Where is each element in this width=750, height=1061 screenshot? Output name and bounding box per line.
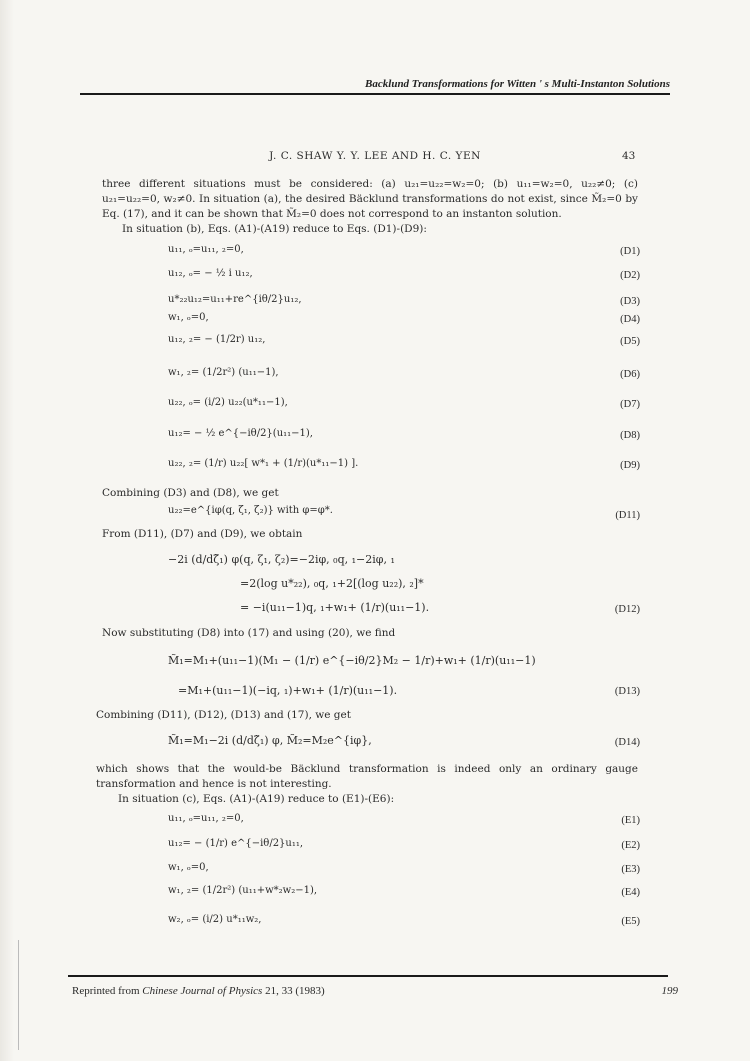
footer-prefix: Reprinted from — [72, 985, 143, 997]
d-equation: w₁, ₒ=0, — [168, 312, 209, 323]
intro-paragraph: three different situations must be considered: (a) u₂₁=u₂₂=w₂=0; (b) u₁₁=w₂=0, u₂₂≠0; (c) u₂₁=u₂₂=0, w₂≠0. In situation (a), the desired Bäcklund transformations do not exist, since M̃₂=0 by Eq. (17), and it can be shown that M̃₂=0 does not correspond to an instanton solution. — [102, 178, 638, 220]
e-equation: w₂, ₒ= (i/2) u*₁₁w₂, — [168, 914, 262, 925]
gauge-paragraph: which shows that the would-be Bäcklund transformation is indeed only an ordinary gauge transformation and hence is not interesting. — [96, 763, 638, 790]
d-equation: u₁₂, ₂= − (1/2r) u₁₂, — [168, 334, 266, 345]
substituting-text: Now substituting (D8) into (17) and using (20), we find — [102, 627, 396, 639]
equation-d13-line-1: M̃₁=M₁+(u₁₁−1)(M₁ − (1/r) e^{−iθ/2}M₂ − 1/r)+w₁+ (1/r)(u₁₁−1) — [168, 654, 536, 667]
equation-d11-number: (D11) — [615, 510, 640, 521]
d-equation: u₁₂= − ½ e^{−iθ/2}(u₁₁−1), — [168, 428, 313, 439]
d-equation-number: (D2) — [620, 270, 640, 281]
d-equation-number: (D4) — [620, 314, 640, 325]
footer-citation — [72, 985, 325, 997]
e-equation-number: (E1) — [621, 815, 640, 826]
e-equation: u₁₂= − (1/r) e^{−iθ/2}u₁₁, — [168, 838, 304, 849]
e-equation-number: (E4) — [621, 887, 640, 898]
d-equation: u₁₂, ₒ= − ½ i u₁₂, — [168, 268, 253, 279]
equation-d14-number: (D14) — [614, 737, 640, 748]
e-equation: u₁₁, ₒ=u₁₁, ₂=0, — [168, 813, 244, 824]
e-equation-number: (E2) — [621, 840, 640, 851]
equation-d13-number: (D13) — [614, 686, 640, 697]
d-equation: u₂₂, ₂= (1/r) u₂₂[ w*₁ + (1/r)(u*₁₁−1) ]. — [168, 458, 359, 469]
equation-d14: M̃₁=M₁−2i (d/dζ̃₁) φ, M̃₂=M₂e^{iφ}, — [168, 734, 372, 747]
e-equation-number: (E3) — [621, 864, 640, 875]
d-equation-number: (D6) — [620, 369, 640, 380]
equation-d13-line-2: =M₁+(u₁₁−1)(−iq, ₁)+w₁+ (1/r)(u₁₁−1). — [178, 684, 398, 697]
e-equation: w₁, ₒ=0, — [168, 862, 209, 873]
scan-artifact — [18, 940, 19, 1050]
e-equation: w₁, ₂= (1/2r²) (u₁₁+w*₂w₂−1), — [168, 885, 318, 896]
d-equation: u₁₁, ₒ=u₁₁, ₂=0, — [168, 244, 244, 255]
header-rule — [80, 93, 670, 95]
combining-text-1: Combining (D3) and (D8), we get — [102, 487, 279, 499]
d-equation-number: (D3) — [620, 296, 640, 307]
equation-d12-line-2: =2(log u*₂₂), ₀q, ₁+2[(log u₂₂), ₂]* — [240, 577, 424, 590]
d-equation-number: (D9) — [620, 460, 640, 471]
situation-c-text: In situation (c), Eqs. (A1)-(A19) reduce to (E1)-(E6): — [118, 793, 395, 805]
authors-line: J. C. SHAW Y. Y. LEE AND H. C. YEN — [269, 150, 481, 162]
d-equation-number: (D8) — [620, 430, 640, 441]
equation-d12-line-3: = −i(u₁₁−1)q, ₁+w₁+ (1/r)(u₁₁−1). — [240, 601, 430, 614]
combining-text-2: Combining (D11), (D12), (D13) and (17), we get — [96, 709, 351, 721]
equation-d12-number: (D12) — [614, 604, 640, 615]
situation-b-text: In situation (b), Eqs. (A1)-(A19) reduce to Eqs. (D1)-(D9): — [122, 223, 427, 235]
d-equation-number: (D5) — [620, 336, 640, 347]
footer-page-number: 199 — [661, 985, 678, 997]
d-equation: u₂₂, ₒ= (i/2) u₂₂(u*₁₁−1), — [168, 397, 288, 408]
footer-suffix: 21, 33 (1983) — [262, 985, 325, 997]
d-equation: w₁, ₂= (1/2r²) (u₁₁−1), — [168, 367, 279, 378]
footer-rule — [68, 975, 668, 977]
d-equation-number: (D1) — [620, 246, 640, 257]
e-equation-number: (E5) — [621, 916, 640, 927]
equation-d12-line-1: −2i (d/dζ̃₁) φ(q, ζ₁, ζ₂)=−2iφ, ₀q, ₁−2iφ, ₁ — [168, 553, 395, 566]
d-equation: u*₂₂u₁₂=u₁₁+re^{iθ/2}u₁₂, — [168, 294, 302, 305]
from-text: From (D11), (D7) and (D9), we obtain — [102, 528, 303, 540]
d-equation-number: (D7) — [620, 399, 640, 410]
equation-d11: u₂₂=e^{iφ(q, ζ₁, ζ₂)} with φ=φ*. — [168, 505, 333, 516]
running-head: Backlund Transformations for Witten ' s Multi-Instanton Solutions — [365, 78, 670, 90]
page-number: 43 — [622, 150, 636, 162]
footer-journal: Chinese Journal of Physics — [142, 985, 263, 997]
